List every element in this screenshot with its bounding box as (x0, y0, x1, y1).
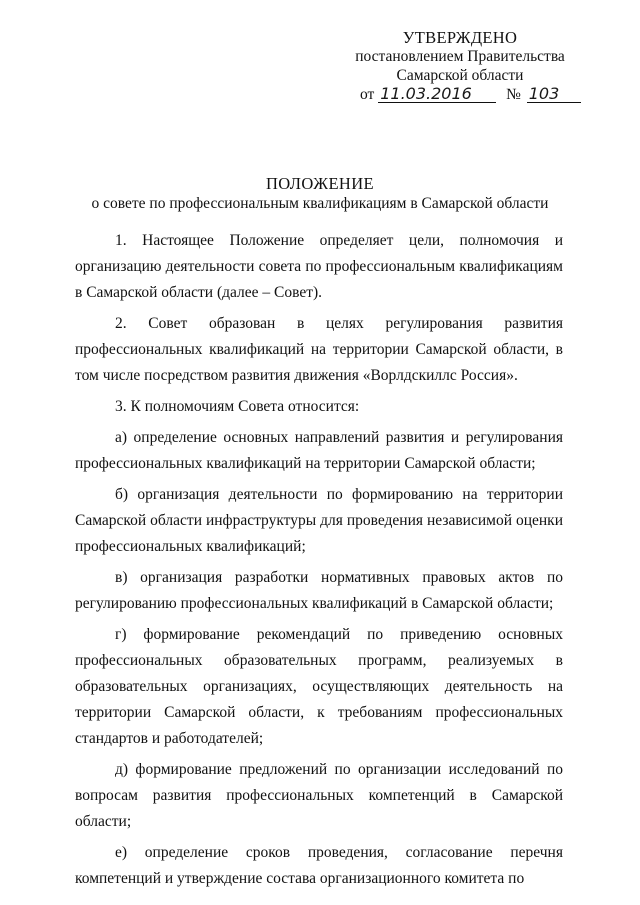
paragraph-3d: г) формирование рекомендаций по приведению основных профессиональных образовательных программ, реализуемых в образовательных организациях, осуществляющих деятельность на территории Самарской области, к требованиям профессиональных стандартов и работодателей; (75, 626, 563, 747)
document-body (75, 228, 563, 897)
approval-date-line (340, 85, 580, 104)
handwritten-date: 11.03.2016 (378, 85, 496, 103)
approval-stamp (340, 28, 580, 104)
number-sign: № (506, 86, 521, 103)
approval-line-2: Самарской области (396, 67, 524, 84)
title-line-2: о совете по профессиональным квалификациям в Самарской области (91, 195, 549, 212)
paragraph-3f: е) определение сроков проведения, согласование перечня компетенций и утверждение состава организационного комитета по (75, 844, 563, 887)
document-title (60, 174, 580, 214)
paragraph-2: 2. Совет образован в целях регулирования развития профессиональных квалификаций на территории Самарской области, в том числе посредством развития движения «Ворлдскиллс Россия». (75, 315, 563, 384)
handwritten-number: 103 (527, 85, 581, 103)
paragraph-3b: б) организация деятельности по формированию на территории Самарской области инфраструктуры для проведения независимой оценки профессиональных квалификаций; (75, 486, 563, 555)
paragraph-1: 1. Настоящее Положение определяет цели, полномочия и организацию деятельности совета по профессиональным квалификациям в Самарской области (далее – Совет). (75, 232, 563, 301)
approval-heading: УТВЕРЖДЕНО (402, 28, 518, 47)
title-line-1: ПОЛОЖЕНИЕ (265, 174, 375, 193)
paragraph-3: 3. К полномочиям Совета относится: (115, 398, 360, 415)
approval-line-1: постановлением Правительства (355, 48, 565, 65)
date-prefix: от (360, 86, 375, 103)
paragraph-3c: в) организация разработки нормативных правовых актов по регулированию профессиональных квалификаций в Самарской области; (75, 569, 563, 612)
paragraph-3a: а) определение основных направлений развития и регулирования профессиональных квалификаций на территории Самарской области; (75, 429, 563, 472)
paragraph-3e: д) формирование предложений по организации исследований по вопросам развития профессиональных компетенций в Самарской области; (75, 761, 563, 830)
